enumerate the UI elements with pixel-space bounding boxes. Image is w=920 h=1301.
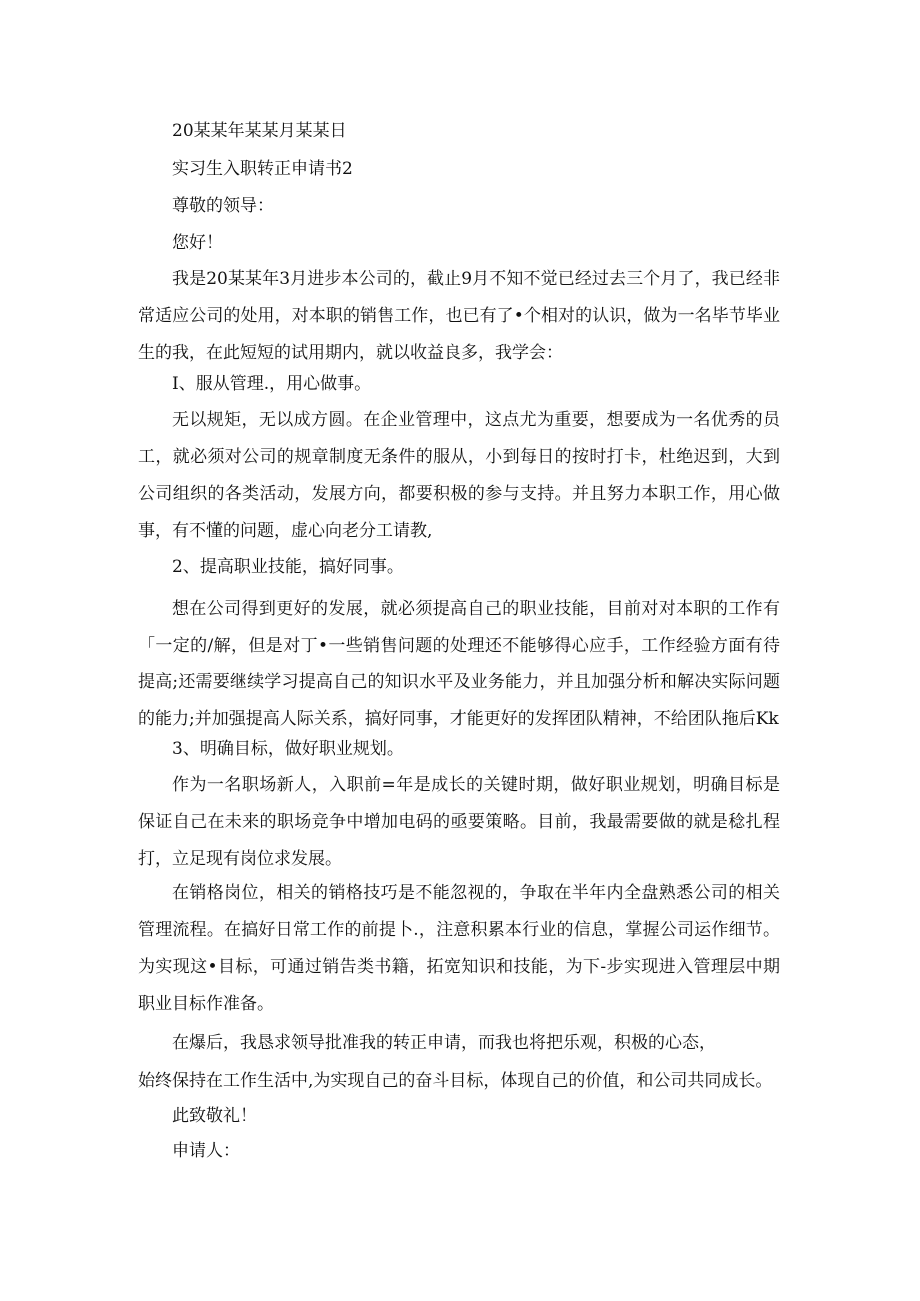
applicant-line: 申请人：: [172, 1141, 240, 1161]
intro-paragraph: 我是20某某年3月进步本公司的，截止9月不知不觉已经过去三个月了，我已经非常适应公司的处用，对本职的销售工作，也已有了•个相对的认识，做为一名毕节毕业生的我，在此短短的试用期内，就以收益良多，我学会：: [138, 269, 780, 363]
section-paragraph-4: 在销格岗位，相关的销格技巧是不能忽视的，争取在半年内全盘熟悉公司的相关管理流程。在搞好日常工作的前提卜.，注意积累本行业的信息，掌握公司运作细节。为实现这•目标，可通过销告类书籍，拓宽知识和技能，为下-步实现进入管理层中期职业目标作准备。: [138, 883, 780, 1014]
section-paragraph-3: 作为一名职场新人，入职前=年是成长的关键时期，做好职业规划，明确目标是保证自己在未来的职场竞争中增加电码的亟要策略。目前，我最需要做的就是稔扎程打，立足现有岗位求发展。: [138, 775, 780, 869]
section-paragraph-1: 无以规矩，无以成方圆。在企业管理中，这点尤为重要，想要成为一名优秀的员工，就必须对公司的规章制度无条件的服从，小到每日的按时打卡，杜绝迟到，大到公司组织的各类活动，发展方向，都要积极的参与支持。并且努力本职工作，用心做事，有不懂的问题，虚心向老分工请教,: [138, 410, 780, 541]
salutation: 尊敬的领导：: [172, 196, 274, 216]
section-heading-3: 3、明确目标，做好职业规划。: [172, 739, 404, 759]
date-line: 20某某年某某月某某日: [172, 121, 347, 141]
closing-line-1: 在爆后，我恳求领导批准我的转正申请，而我也将把乐观，积极的心态，: [172, 1033, 716, 1053]
regards-line: 此致敬礼！: [172, 1106, 257, 1126]
section-paragraph-2: 想在公司得到更好的发展，就必须提高自己的职业技能，目前对对本职的工作有「一定的/解，但是对丁•一些销售问题的处理还不能够得心应手，工作经验方面有待提高;还需要继续学习提高自己的知识水平及业务能力，并且加强分析和解决实际问题的能力;并加强提高人际关系，搞好同事，才能更好的发挥团队精神，不给团队拖后Kk: [138, 599, 780, 729]
closing-line-2: 始终保持在工作生活中,为实现自己的奋斗目标，体现自己的价值，和公司共同成长。: [138, 1071, 773, 1091]
document-title: 实习生入职转正申请书2: [172, 159, 353, 179]
section-heading-2: 2、提高职业技能，搞好同事。: [172, 557, 404, 577]
section-heading-1: I、服从管理.，用心做事。: [172, 374, 372, 394]
greeting: 您好！: [172, 233, 223, 253]
